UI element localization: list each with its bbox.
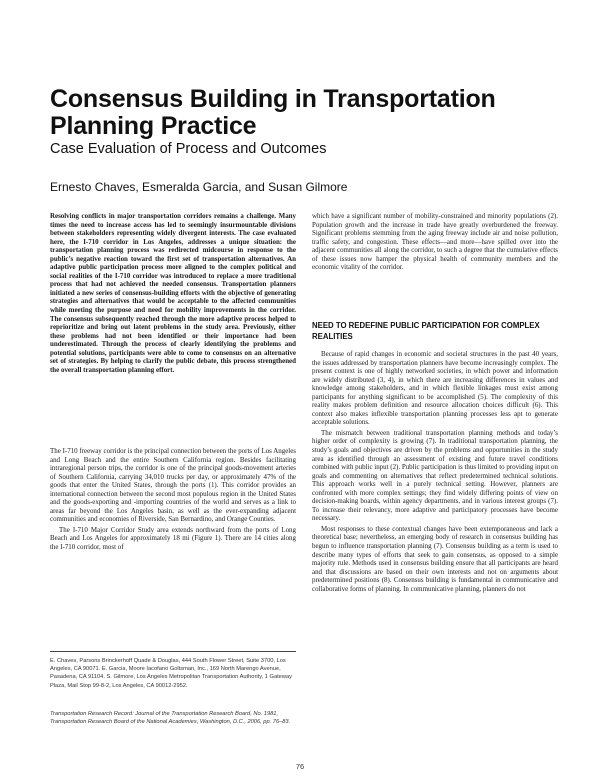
body-paragraph: Most responses to these contextual changes have been extemporaneous and lack a theoretical base; nevertheless, an emerging body of research in consensus building has begun to influence transportation planning (7). Consensus building as a term is used to describe many types of efforts that seek to gain consensus, as opposed to a simple majority rule. Methods used in consensus building ensure that all participants are heard and that discussions are based on their own interests and not on arguments about predetermined positions (8). Consensus building is fundamental in communicative and collaborative forms of planning. In communicative planning, planners do not (312, 524, 558, 593)
paper-title: Consensus Building in Transportation Planning Practice (50, 85, 496, 140)
body-paragraph: which have a significant number of mobility-constrained and minority populations (2). Population growth and the increase in trade have greatly overburdened the freeway. Significant problems stemming from the aging freeway include air and noise pollution, traffic safety, and congestion. These effects—and more—have spilled over into the adjacent communities all along the corridor, to such a degree that the cumulative effects of these issues now hamper the physical health of community members and the economic vitality of the corridor. (312, 212, 558, 272)
body-paragraph: The I-710 freeway corridor is the principal connection between the ports of Los Angeles and Long Beach and the entire Southern California region. Besides facilitating intraregional person trips, the corridor is one of the principal goods-movement arteries of Southern California, carrying 34,010 trucks per day, or approximately 47% of the goods that enter the United States, through the ports (1). This corridor provides an international connection between the second most populous region in the United States and the goods-exporting and -importing countries of the world and serves as a link to areas far beyond the Los Angeles basin, as well as the ever-expanding adjacent communities and economies of Riverside, San Bernardino, and Orange Counties. (50, 447, 296, 524)
body-paragraph: The I-710 Major Corridor Study area extends northward from the ports of Long Beach and Los Angeles for approximately 18 mi (Figure 1). There are 14 cities along the I-710 corridor, most of (50, 525, 296, 552)
page-number: 76 (295, 762, 305, 771)
author-list: Ernesto Chaves, Esmeralda Garcia, and Susan Gilmore (50, 180, 348, 194)
right-column-top (312, 212, 558, 274)
paper-subtitle: Case Evaluation of Process and Outcomes (50, 141, 327, 157)
body-paragraph: The mismatch between traditional transportation planning methods and today’s higher order of complexity is growing (7). In traditional transportation planning, the study’s goals and objectives are driven by the problems and opportunities in the study area as identified through an assessment of existing and future travel conditions combined with public input (2). Public participation is thus limited to providing input on goals and commenting on alternatives that reflect predetermined technical solutions. This approach works well in a purely technical setting. However, planners are confronted with more complex settings; they find widely differing points of view on decision-making boards, within agency departments, and in various interest groups (7). To increase their relevancy, more adaptive and participatory processes have become necessary. (312, 428, 558, 523)
footnote-affiliations: E. Chaves, Parsons Brinckerhoff Quade & Douglas, 444 South Flower Street, Suite 3700, Los Angeles, CA 90071. E. Garcia, Moore Iacofano Goltsman, Inc., 169 North Marengo Avenue, Pasadena, CA 91104. S. Gilmore, Los Angeles Metropolitan Transportation Authority, 1 Gateway Plaza, Mail Stop 99-8-2, Los Angeles, CA 90012-2952. (50, 658, 292, 689)
section-heading: NEED TO REDEFINE PUBLIC PARTICIPATION FOR COMPLEX REALITIES (312, 321, 540, 341)
body-paragraph: Because of rapid changes in economic and societal structures in the past 40 years, the issues addressed by transportation planners have become increasingly complex. The present context is one of highly networked societies, in which power and information are widely distributed (3, 4), in which there are increasing differences in values and knowledge among stakeholders, and in which flexible linkages must exist among participants for anything significant to be accomplished (5). The complexity of this reality makes problem definition and resource allocation choices difficult (6). This context also makes inflexible transportation planning processes less apt to generate acceptable solutions. (312, 350, 558, 427)
abstract: Resolving conflicts in major transportation corridors remains a challenge. Many times the need to increase access has led to seemingly insurmountable divisions between stakeholders representing widely divergent interests. The case evaluated here, the I-710 corridor in Los Angeles, addresses a unique situation: the transportation planning process was redirected midcourse in response to the public’s negative reaction toward the first set of transportation alternatives. An adaptive public participation process more aligned to the complex political and social realities of the I-710 corridor was introduced to replace a more traditional process that had not achieved the needed consensus. Transportation planners initiated a new series of consensus-building efforts with the objective of generating strategies and alternatives that would be acceptable to the affected communities while meeting the purpose and need for mobility improvements in the corridor. The consensus subsequently reached through the more adaptive process helped to reprioritize and bring out latent problems in the study area. Previously, either these problems had not been identified or their importance had been underestimated. Through the process of clearly identifying the problems and potential solutions, participants were able to come to consensus on an alternative set of strategies. By helping to clarify the public debate, this process strengthened the overall transportation planning effort. (50, 212, 296, 374)
footnote-divider (50, 651, 296, 652)
right-column-body (312, 350, 558, 595)
footnote-citation: Transportation Research Record: Journal of the Transportation Research Board, No. 1981, Transportation Research Board of the National Academies, Washington, D.C., 2006, pp. 76–83. (50, 711, 291, 726)
left-column-body (50, 447, 296, 554)
